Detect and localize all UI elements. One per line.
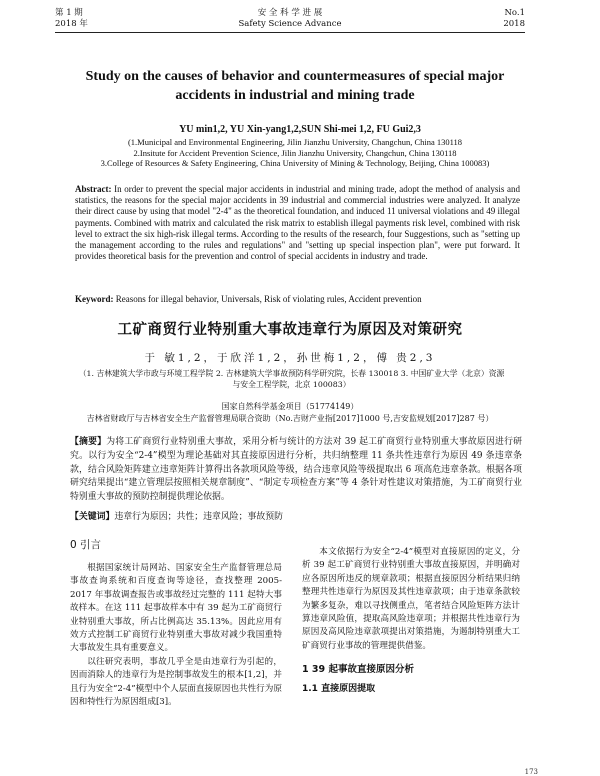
keywords-text-cn: 违章行为原因；共性；违章风险；事故预防 [114,512,283,522]
authors-english: YU min1,2, YU Xin-yang1,2,SUN Shi-mei 1,2, FU Gui2,3 [179,124,421,135]
journal-name-cn: 安 全 科 学 进 展 [257,8,323,18]
body-column-left [70,537,282,709]
body-column-right [302,546,520,694]
journal-header [55,6,525,33]
affiliation-2: 2.Insitute for Accident Prevention Science, Jilin Jianzhu University, Changchun, China 130118 [133,147,457,158]
right-paragraph-1: 本文依据行为安全“2-4”模型对直接原因的定义，分析 39 起工矿商贸行业特别重大事故直接原因，并明确对应各原因所违反的规章款项；根据直接原因分析结果归纳整理共性违章行为原因及其性违章款项；由于违章条款较为繁多复杂，难以寻找侧重点，笔者结合风险矩阵方法计算违章风险值，提取高风险违章项；并根据共性违章行为原因及高风险违章款项提出对策措施，为遏制特别重大工矿商贸行业事故的管理提供借鉴。 [302,547,520,651]
intro-paragraph-2: 以往研究表明，事故几乎全是由违章行为引起的，因而消除人的违章行为是控制事故发生的根本[1,2]，并且行为安全“2-4”模型中个人层面直接原因也共性行为原因和特性行为原因组成[3]。 [70,656,282,708]
abstract-label-en: Abstract: [75,184,112,194]
abstract-text-en: In order to prevent the special major accidents in industrial and mining trade, adopt the method of analysis and statistics, the reasons for the special major accidents in 39 industrial and commercial industries were analyzed. It analyze their direct cause by using that model "2-4" as the theoretical foundation, and induced 11 universal violations and 49 illegal payments. Combined with matrix and calculated the risk matrix to establish illegal payments risk level, combined with risk level to extract the six high-risk illegal terms. According to the results of the research, four Suggestions, such as "setting up the management according to the rules and regulations" and "setting up special inspection plan", were put forward. It provides theoretical basis for the prevention and control of special accidents in industry and trade. [75,184,520,262]
keywords-chinese [70,509,522,522]
header-year-cn: 2018 年 [55,19,88,29]
title-chinese: 工矿商贸行业特别重大事故违章行为原因及对策研究 [117,322,463,338]
keywords-text-en: Reasons for illegal behavior, Universals, Risk of violating rules, Accident prevention [113,294,422,304]
header-issue-cn: 第 1 期 [55,8,83,18]
fund-items: 吉林省财政厅与吉林省安全生产监督管理局联合资助（No.吉财产业指[2017]1000 号,吉安监规划[2017]287 号） [86,414,494,423]
affiliations-english [60,137,530,169]
affiliation-1: (1.Municipal and Environmental Engineering, Jilin Jianzhu University, Changchun, China 130118 [127,137,463,147]
header-center [55,8,525,30]
abstract-english [75,184,520,262]
authors-chinese: 于 敏1,2，于欣洋1,2，孙世梅1,2，傅 贵2,3 [144,352,436,364]
affiliation-3: 3.College of Resources & Safety Engineering, China University of Mining & Technology, Beijing, China 100083) [100,158,490,168]
section-heading-1: 1 39 起事故直接原因分析 [302,664,414,676]
abstract-text-cn: 为将工矿商贸行业特别重大事故，采用分析与统计的方法对 39 起工矿商贸行业特别重大事故原因进行研究。以行为安全“2-4”模型为理论基础对其直接原因进行分析，共归纳整理 11 条共性违章行为原因 49 条违章条款，结合风险矩阵建立违章矩阵计算得出各款项风险等级，结合违章风险等级提取出 6 项高危违章条款。根据各项研究结果提出“建立管理层按照相关规章制度”、“制定专项检查方案”等 4 条针对性建议对策措施，为工矿商贸行业特别重大事故的预防控制提供理论依据。 [70,437,523,503]
section-heading-intro: 0 引言 [70,539,102,551]
title-english: Study on the causes of behavior and countermeasures of special major accidents in industrial and mining trade [85,69,505,103]
abstract-label-cn: 【摘要】 [70,437,107,447]
keywords-label-en: Keyword: [75,294,114,304]
header-year-en: 2018 [503,19,525,29]
page-number: 173 [524,768,538,776]
keywords-label-cn: 【关键词】 [70,512,115,522]
header-right [503,8,525,30]
affiliations-chinese: （1. 吉林建筑大学市政与环境工程学院 2. 吉林建筑大学事故预防科学研究院，长春 130018 3. 中国矿业大学（北京）资源与安全工程学院，北京 100083） [78,369,505,389]
journal-name-en: Safety Science Advance [238,19,342,29]
fund-title: 国家自然科学基金项目（51774149） [221,402,359,411]
subsection-heading-1-1: 1.1 直接原因提取 [302,684,376,695]
keywords-english [75,294,520,304]
intro-paragraph-1: 根据国家统计局网站、国家安全生产监督管理总局事故查询系统和百度查询等途径，查找整理 2005-2017 年事故调查报告或事故经过完整的 111 起特大事故样本。在这 111 起事故样本中有 39 起为工矿商贸行业特别重大事故，所占比例高达 35.13%。因此应用有效方式控制工矿商贸行业特别重大事故对减少我国重特大事故发生具有重要意义。 [70,563,282,654]
header-issue-en: No.1 [504,8,525,18]
abstract-chinese [70,436,522,505]
